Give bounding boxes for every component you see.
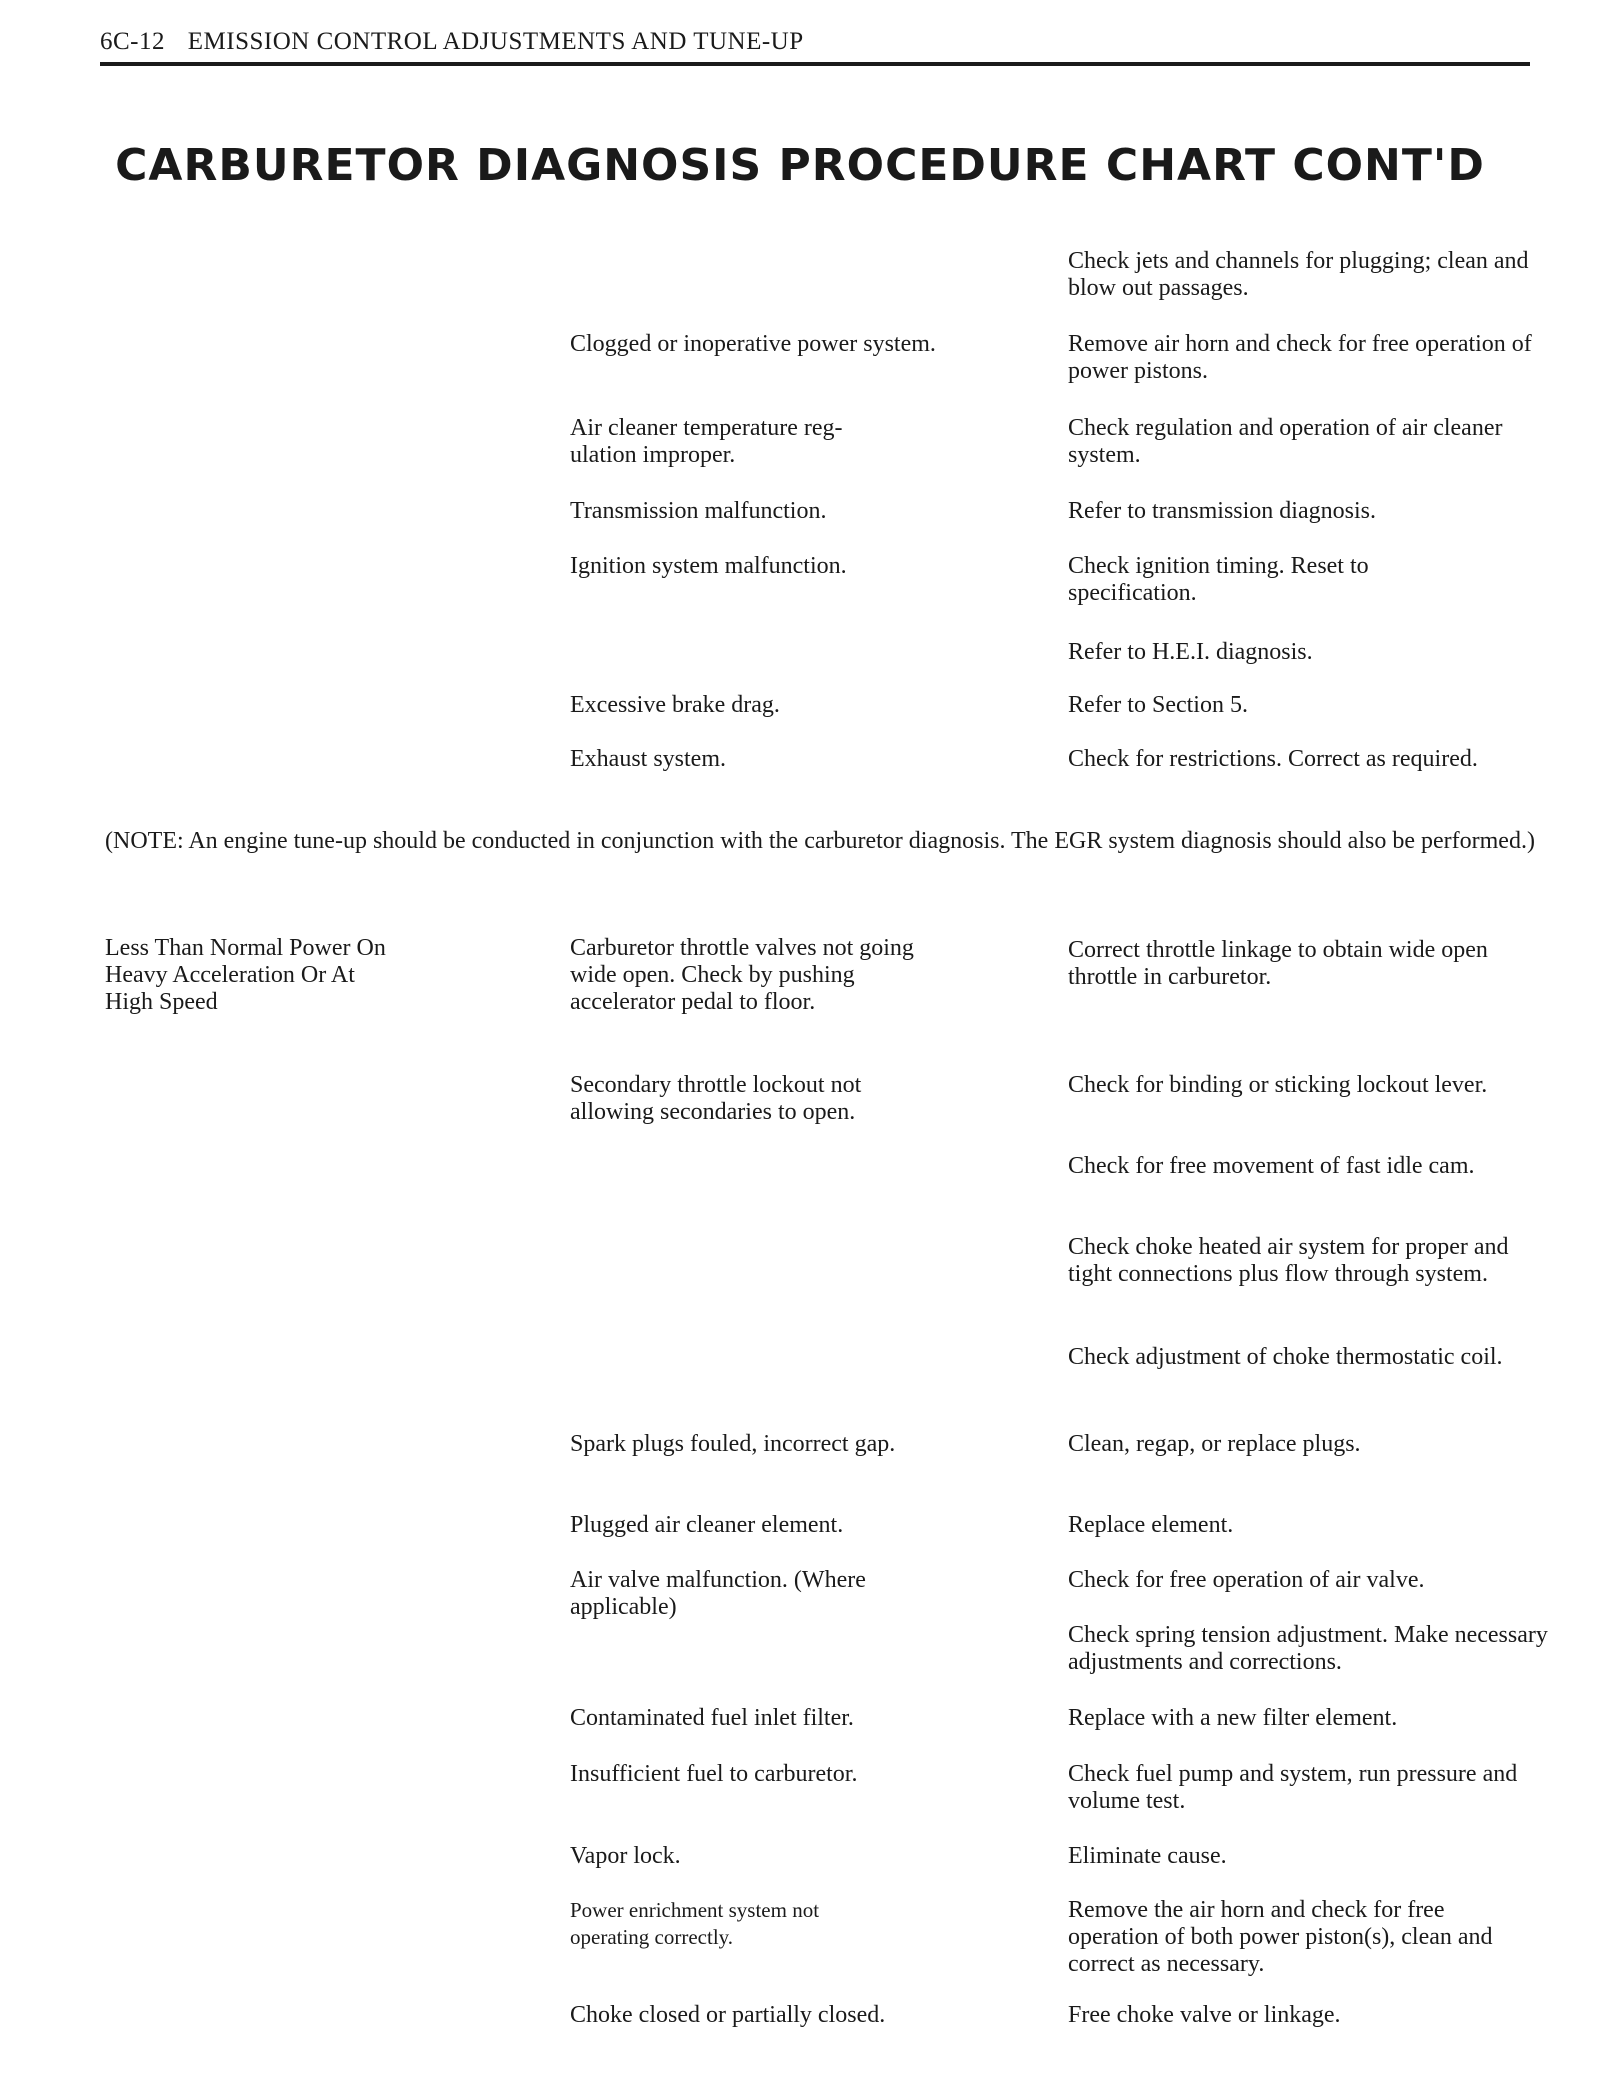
correction-text: Correct throttle linkage to obtain wide open throttle in carburetor.: [1068, 937, 1488, 990]
correction-text: Check spring tension adjustment. Make necessary adjustments and corrections.: [1068, 1622, 1548, 1675]
cause-text: Choke closed or partially closed.: [570, 2002, 886, 2028]
cause-text: Exhaust system.: [570, 746, 726, 772]
cause-text: Plugged air cleaner element.: [570, 1512, 844, 1538]
correction-text: Clean, regap, or replace plugs.: [1068, 1431, 1361, 1457]
correction-text: Check for restrictions. Correct as required.: [1068, 746, 1478, 772]
correction-text: Check jets and channels for plugging; clean and blow out passages.: [1068, 248, 1529, 301]
correction-text: Free choke valve or linkage.: [1068, 2002, 1341, 2028]
correction-text: Check for binding or sticking lockout lever.: [1068, 1072, 1488, 1098]
condition-text: Less Than Normal Power On Heavy Acceleration Or At High Speed: [105, 935, 386, 1015]
section-title: EMISSION CONTROL ADJUSTMENTS AND TUNE-UP: [187, 28, 804, 55]
correction-text: Check regulation and operation of air cleaner system.: [1068, 415, 1503, 468]
cause-text: Secondary throttle lockout not allowing secondaries to open.: [570, 1072, 862, 1125]
correction-text: Eliminate cause.: [1068, 1843, 1227, 1869]
cause-text: Clogged or inoperative power system.: [570, 331, 936, 357]
correction-text: Refer to H.E.I. diagnosis.: [1068, 639, 1313, 665]
page-number: 6C-12: [100, 28, 165, 55]
cause-text: Vapor lock.: [570, 1843, 681, 1869]
correction-text: Remove air horn and check for free operation of power pistons.: [1068, 331, 1532, 384]
cause-text: Air valve malfunction. (Where applicable): [570, 1567, 866, 1620]
cause-text: Carburetor throttle valves not going wide open. Check by pushing accelerator pedal to floor.: [570, 935, 914, 1015]
correction-text: Check for free movement of fast idle cam.: [1068, 1153, 1475, 1179]
correction-text: Check for free operation of air valve.: [1068, 1567, 1425, 1593]
cause-text: Insufficient fuel to carburetor.: [570, 1761, 858, 1787]
cause-text: Ignition system malfunction.: [570, 553, 847, 579]
page-title: CARBURETOR DIAGNOSIS PROCEDURE CHART CONT'D: [115, 140, 1485, 191]
header-rule: [100, 62, 1530, 66]
cause-text: Transmission malfunction.: [570, 498, 827, 524]
note-text: (NOTE: An engine tune-up should be conducted in conjunction with the carburetor diagnosis. The EGR system diagnosis should also be performed.): [105, 828, 1535, 854]
page-header: [100, 28, 1530, 56]
cause-text: Air cleaner temperature reg-ulation improper.: [570, 415, 843, 468]
correction-text: Remove the air horn and check for free operation of both power piston(s), clean and correct as necessary.: [1068, 1897, 1493, 1977]
correction-text: Refer to transmission diagnosis.: [1068, 498, 1376, 524]
correction-text: Check ignition timing. Reset to specification.: [1068, 553, 1369, 606]
cause-text: Power enrichment system not operating correctly.: [570, 1898, 820, 1949]
correction-text: Check adjustment of choke thermostatic coil.: [1068, 1344, 1503, 1370]
cause-text: Spark plugs fouled, incorrect gap.: [570, 1431, 896, 1457]
correction-text: Check fuel pump and system, run pressure and volume test.: [1068, 1761, 1518, 1814]
correction-text: Replace with a new filter element.: [1068, 1705, 1398, 1731]
correction-text: Refer to Section 5.: [1068, 692, 1248, 718]
cause-text: Excessive brake drag.: [570, 692, 780, 718]
cause-text: Contaminated fuel inlet filter.: [570, 1705, 854, 1731]
correction-text: Replace element.: [1068, 1512, 1234, 1538]
correction-text: Check choke heated air system for proper and tight connections plus flow through system.: [1068, 1234, 1509, 1287]
